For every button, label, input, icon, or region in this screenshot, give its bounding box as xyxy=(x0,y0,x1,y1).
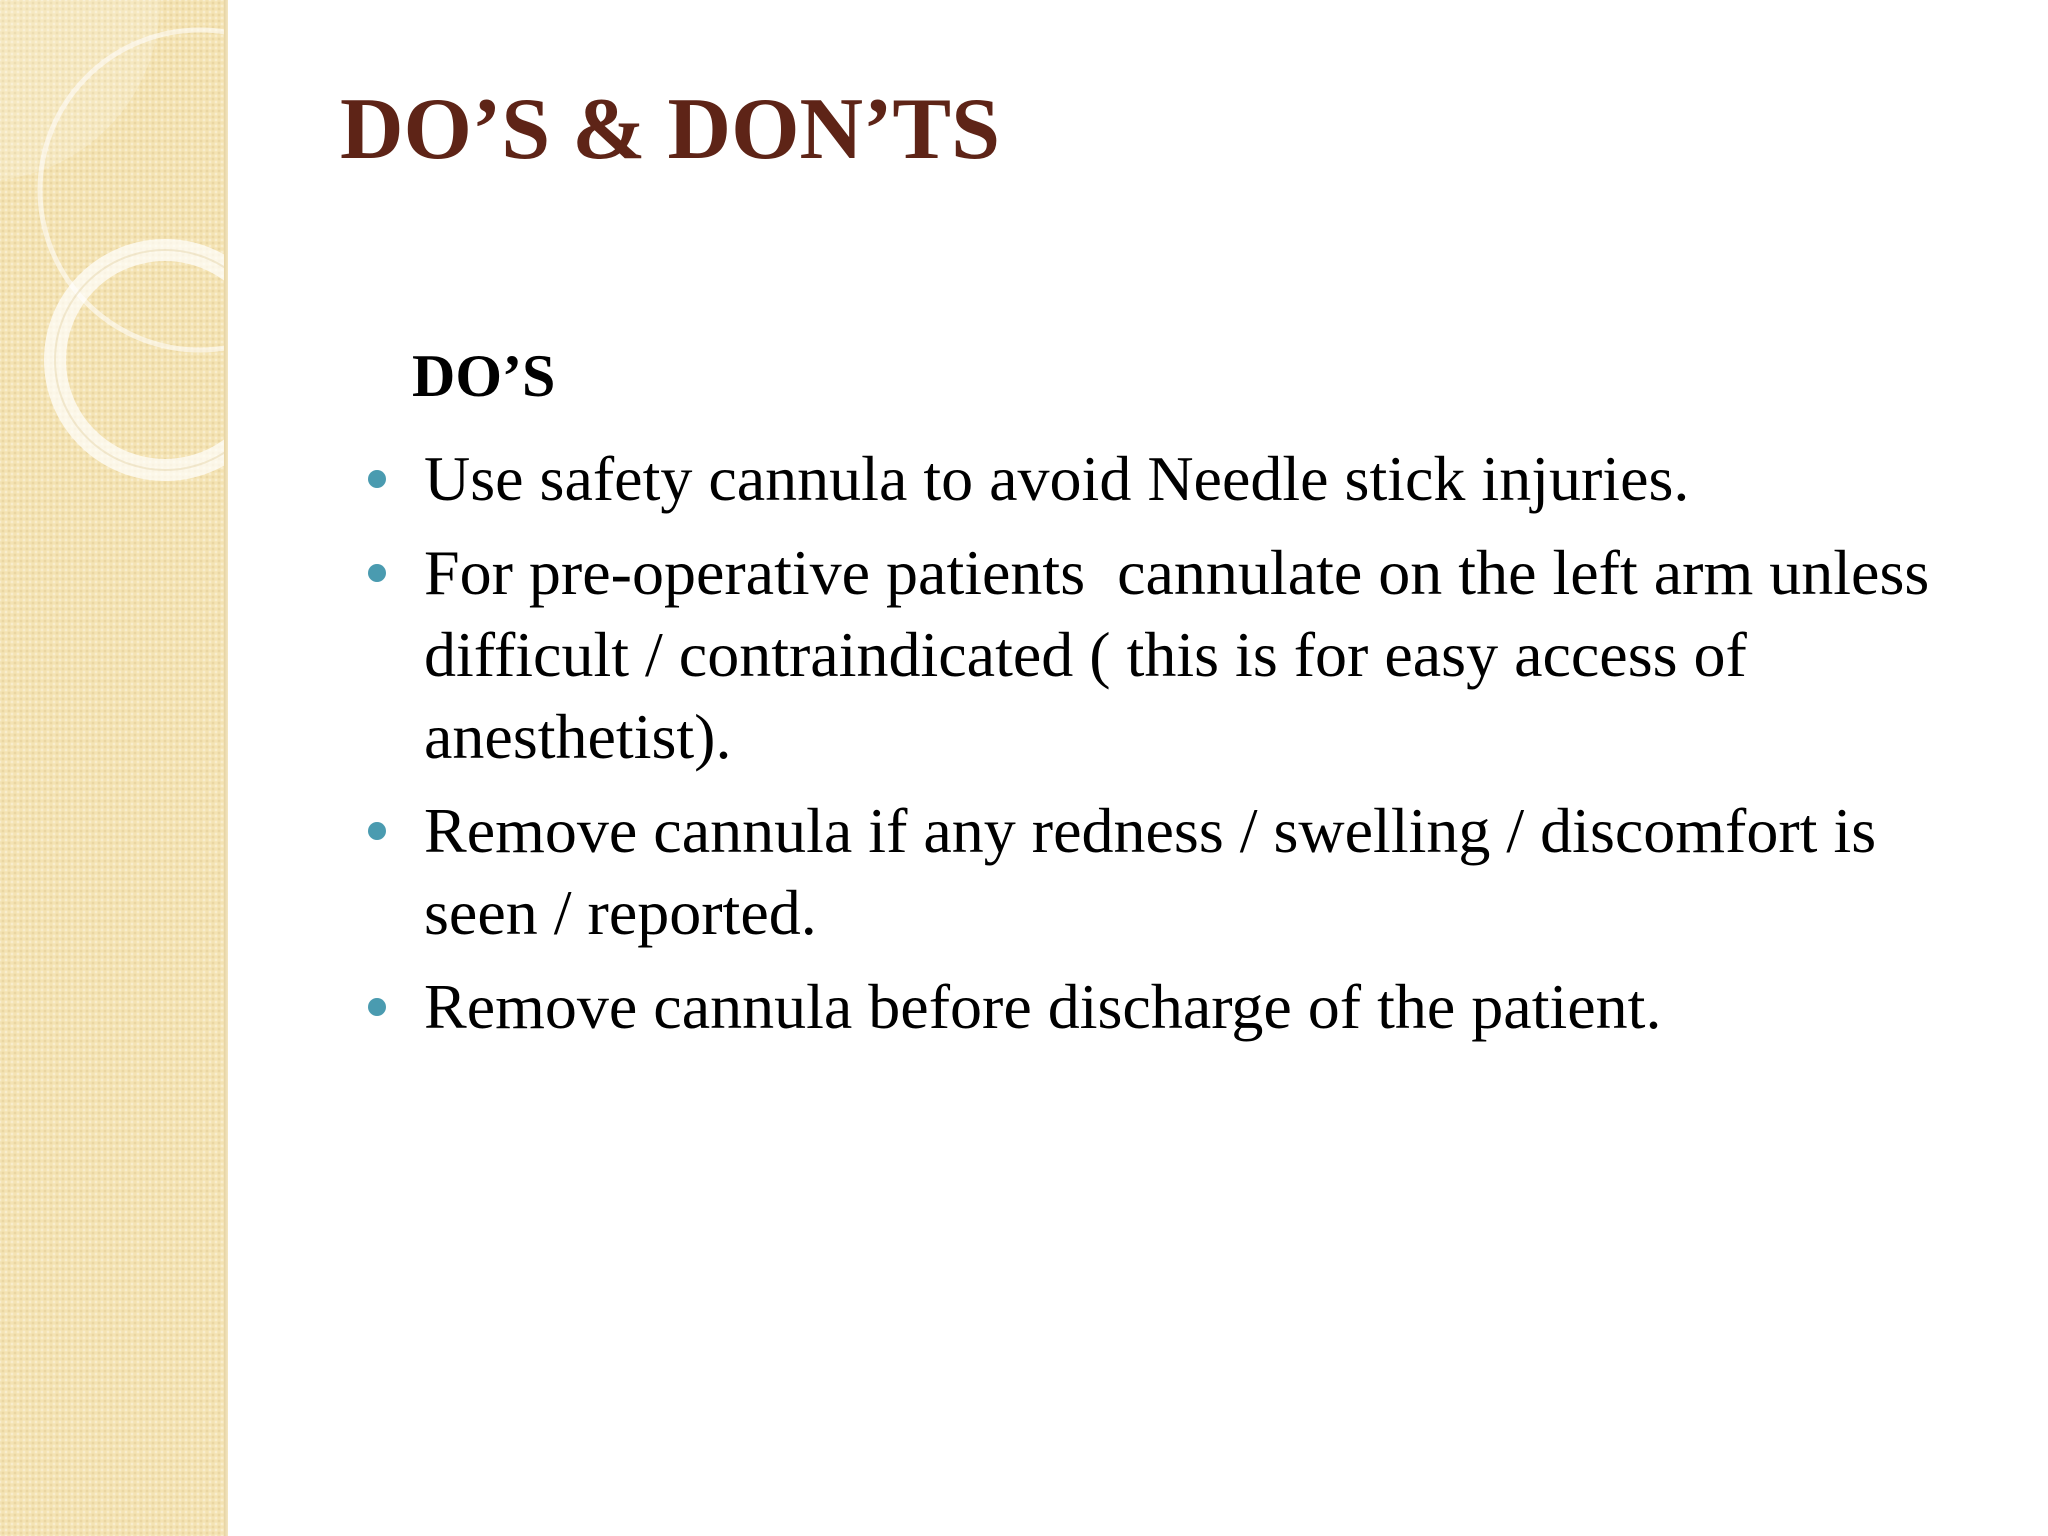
bullet-text: Use safety cannula to avoid Needle stick injuries. xyxy=(424,443,1690,514)
bullet-list xyxy=(364,438,2004,1060)
section-heading: DO’S xyxy=(412,343,556,409)
decorative-rings-icon xyxy=(0,0,228,500)
bullet-text: For pre-operative patients cannulate on the left arm unless difficult / contraindicated ( this is for easy access of anesthetist). xyxy=(424,537,1946,772)
slide-title: DO’S & DON’TS xyxy=(340,81,1001,178)
bullet-text: Remove cannula if any redness / swelling / discomfort is seen / reported. xyxy=(424,795,1877,948)
bullet-dot-icon xyxy=(368,564,386,582)
decorative-side-panel xyxy=(0,0,228,1536)
bullet-dot-icon xyxy=(368,822,386,840)
list-item xyxy=(364,966,2004,1048)
bullet-text: Remove cannula before discharge of the patient. xyxy=(424,971,1662,1042)
list-item xyxy=(364,532,2004,778)
list-item xyxy=(364,438,2004,520)
side-panel-edge xyxy=(224,0,228,1536)
list-item xyxy=(364,790,2004,954)
bullet-dot-icon xyxy=(368,470,386,488)
bullet-dot-icon xyxy=(368,998,386,1016)
